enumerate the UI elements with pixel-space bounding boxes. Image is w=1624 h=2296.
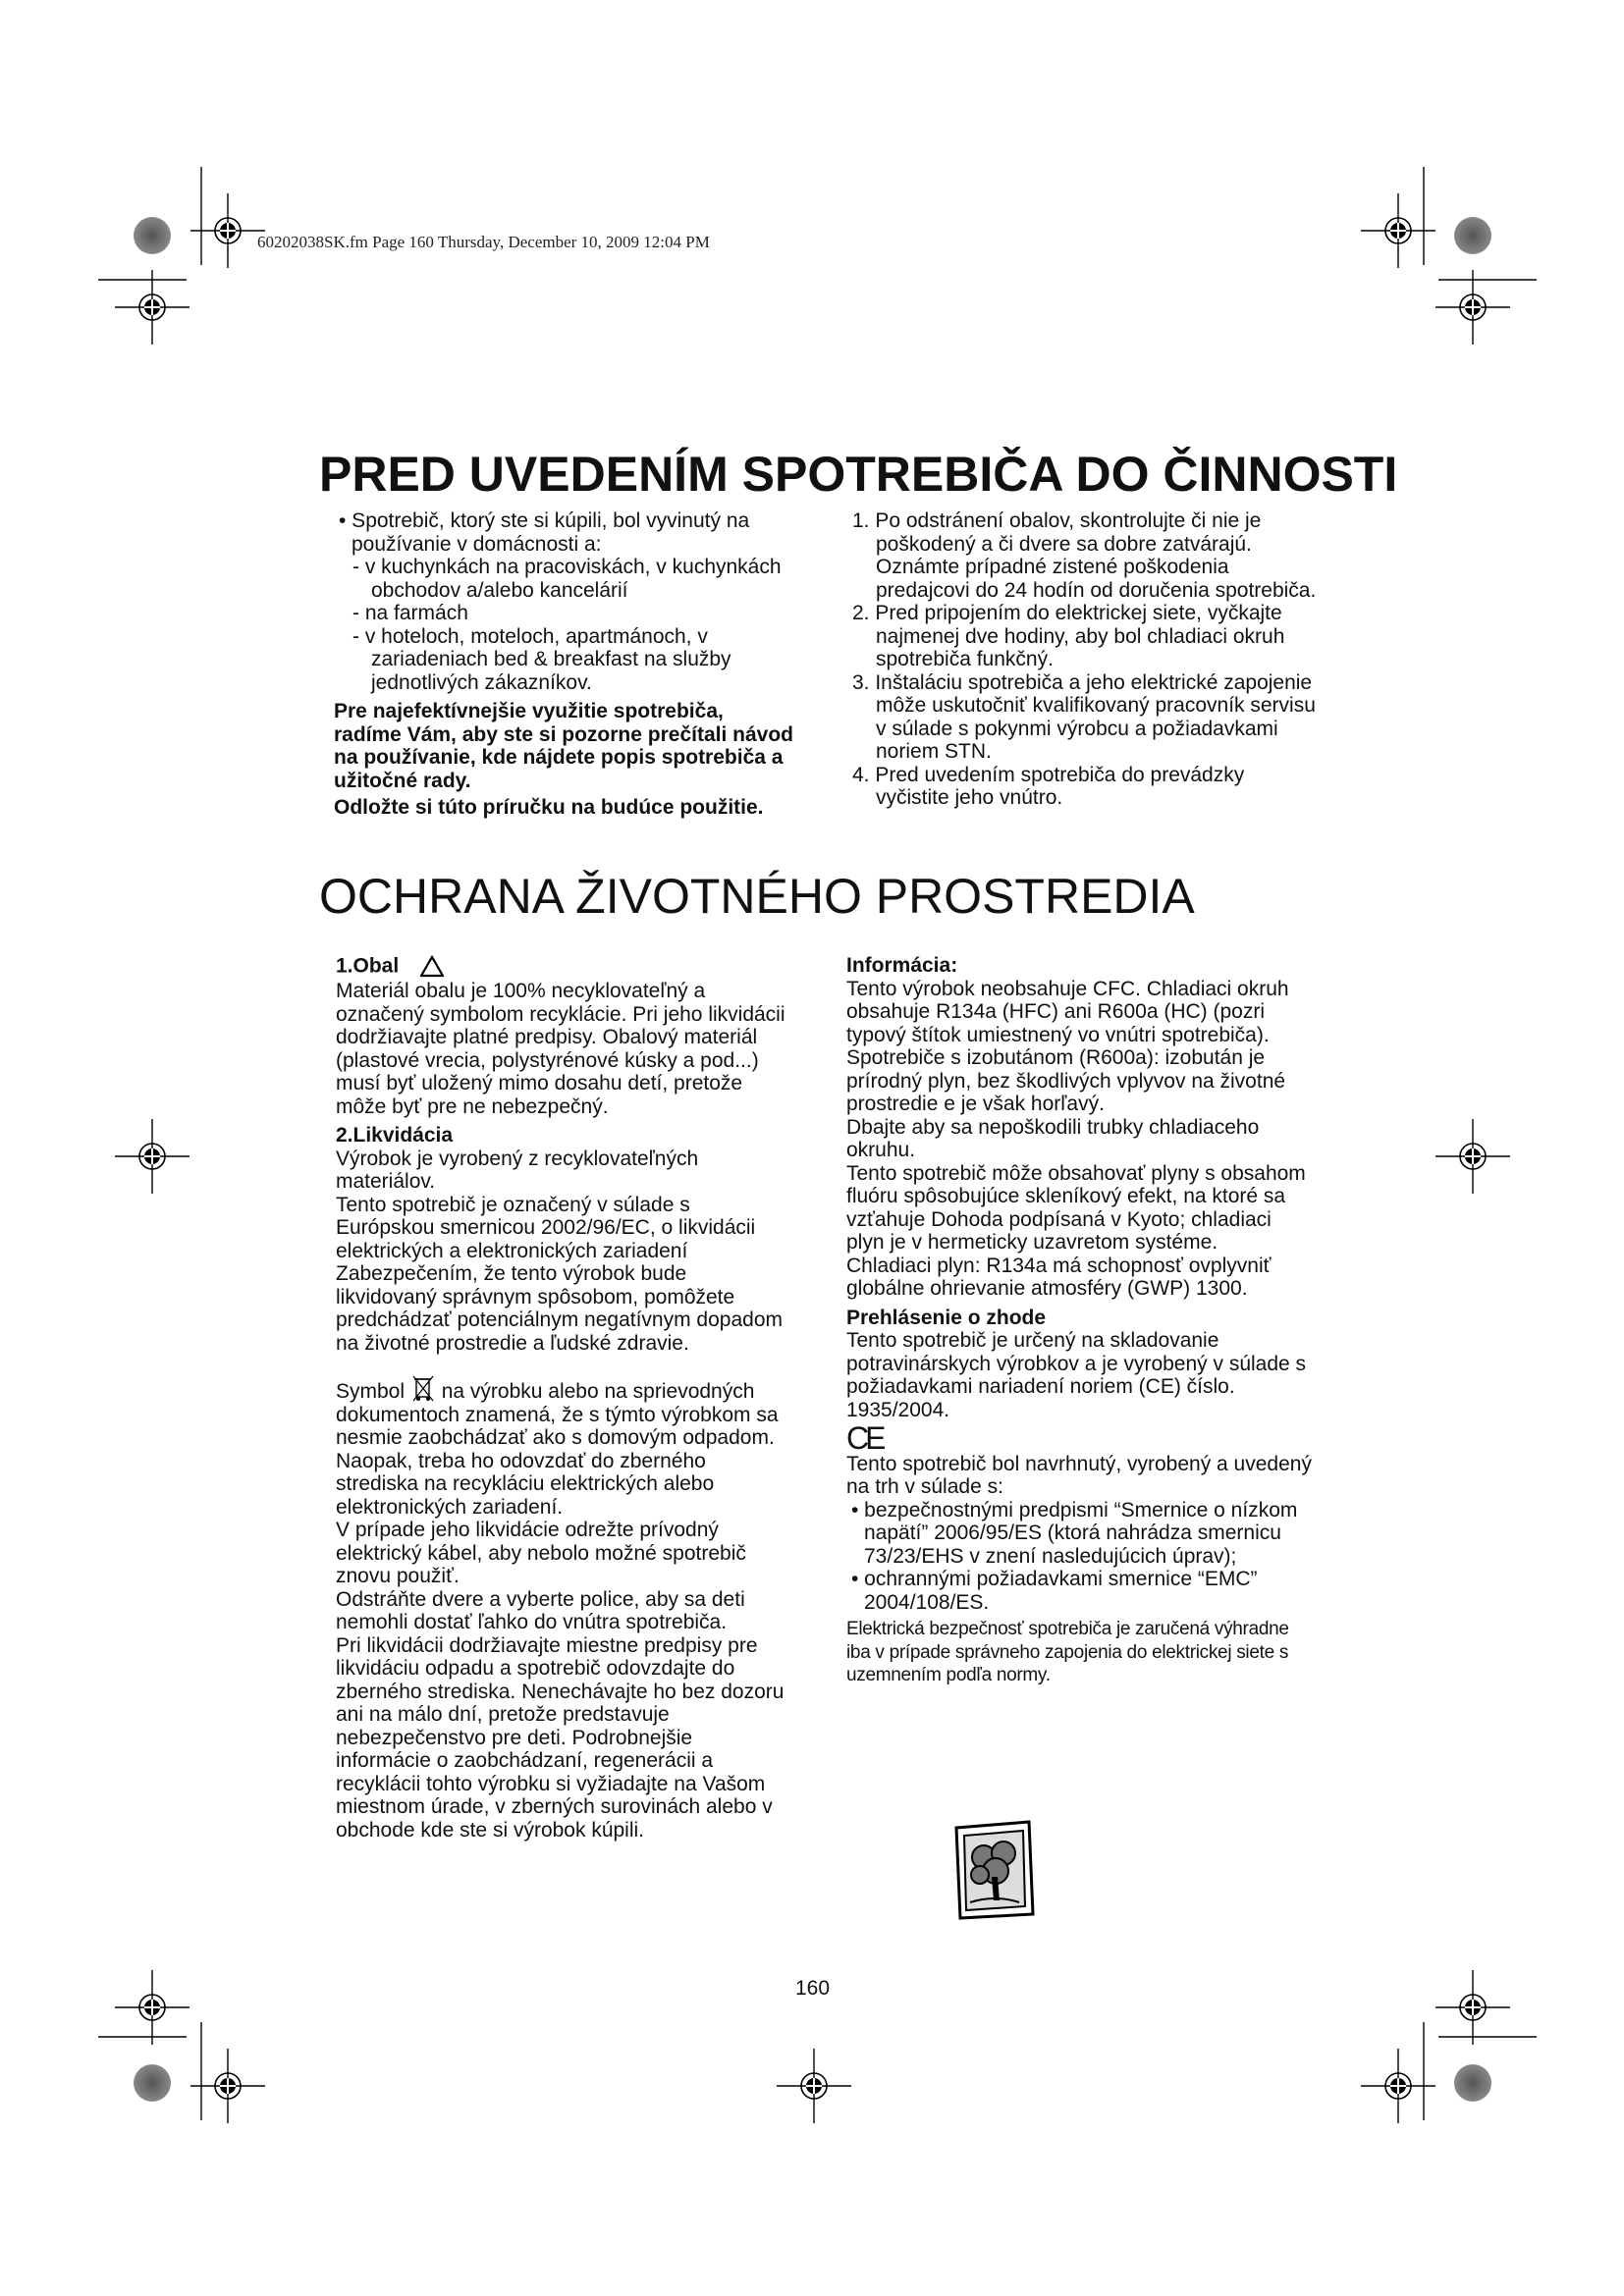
obal-heading: 1.Obal [336,954,400,978]
environment-left-column [336,948,789,1842]
likvidacia-text-4: V prípade jeho likvidácie odrežte prívodný elektrický kábel, aby nebolo možné spotrebič znovu použiť. [336,1519,746,1587]
advice-text: Pre najefektívnejšie využitie spotrebiča, radíme Vám, aby ste si pozorne prečítali návod na používanie, kde nájdete popis spotrebiča a užitočné rady. [334,700,793,792]
before-use-left-column [334,509,795,820]
step-item: 1. Po odstránení obalov, skontrolujte či nie je poškodený a či dvere sa dobre zatvárajú. Oznámte prípadné zistené poškodenia predajcovi do 24 hodín od doručenia spotrebiča. [852,509,1317,602]
symbol-label: Symbol [336,1380,406,1403]
recycle-icon [418,954,446,980]
info-heading: Informácia: [846,954,958,977]
likvidacia-text-5: Odstráňte dvere a vyberte police, aby sa deti nemohli dostať ľahko do vnútra spotrebiča. [336,1587,745,1633]
likvidacia-text-1: Výrobok je vyrobený z recyklovateľných materiálov. [336,1147,699,1193]
info-text-4: Tento spotrebič môže obsahovať plyny s obsahom fluóru spôsobujúce skleníkový efekt, na ktoré sa vzťahuje Dohoda podpísaná v Kyoto; chladiaci plyn je v hermeticky uzavretom systéme. [846,1161,1306,1254]
symbol-text: na výrobku alebo na sprievodných dokumentoch znamená, že s týmto výrobkom sa nesmie zaobchádzať ako s domovým odpadom. [336,1380,779,1449]
file-header: 60202038SK.fm Page 160 Thursday, December 10, 2009 12:04 PM [257,233,710,251]
declaration-text: Tento spotrebič je určený na skladovanie potravinárskych výrobkov a je vyrobený v súlade s požiadavkami nariadení noriem (CE) číslo. 1935/2004. [846,1329,1307,1421]
section-title-environment: OCHRANA ŽIVOTNÉHO PROSTREDIA [319,869,1195,924]
wheelie-bin-icon [412,1374,434,1402]
declaration-heading: Prehlásenie o zhode [846,1306,1047,1329]
info-text-2: Spotrebiče s izobutánom (R600a): izobután je prírodný plyn, bez škodlivých vplyvov na životné prostredie e je však horľavý. [846,1046,1286,1115]
section-title-before-use: PRED UVEDENÍM SPOTREBIČA DO ČINNOSTI [319,447,1398,502]
keep-manual-text: Odložte si túto príručku na budúce použitie. [334,796,764,819]
step-item: 3. Inštaláciu spotrebiča a jeho elektrické zapojenie môže uskutočniť kvalifikovaný pracovník servisu v súlade s pokynmi výrobcu a požiadavkami noriem STN. [852,670,1316,763]
info-text-3: Dbajte aby sa nepoškodili trubky chladiaceho okruhu. [846,1115,1260,1161]
page-number: 160 [795,1977,831,2000]
use-item: - na farmách [352,602,468,624]
likvidacia-text-3: Naopak, treba ho odovzdať do zberného strediska na recykláciu elektrických alebo elektronických zariadení. [336,1449,715,1519]
step-item: 2. Pred pripojením do elektrickej siete, vyčkajte najmenej dve hodiny, aby bol chladiaci okruh spotrebiča funkčný. [852,602,1285,670]
likvidacia-text-6: Pri likvidácii dodržiavajte miestne predpisy pre likvidáciu odpadu a spotrebič odovzdajte do zberného strediska. Nenechávajte ho bez dozoru ani na málo dní, pretože predstavuje nebezpečenstvo pre deti. Podrobnejšie informácie o zaobchádzaní, regenerácii a recyklácii tohto výrobku si vyžiadajte na Vašom miestnom úrade, v zberných surovinách alebo v obchode kde ste si výrobok kúpili. [336,1633,785,1842]
likvidacia-heading: 2.Likvidácia [336,1124,454,1147]
ce-text-2: Elektrická bezpečnosť spotrebiča je zaručená výhradne iba v prípade správneho zapojenia do elektrickej siete s uzemnením podľa normy. [846,1619,1289,1685]
obal-text: Materiál obalu je 100% necyklovateľný a označený symbolom recyklácie. Pri jeho likvidácii dodržiavajte platné predpisy. Obalový materiál (plastové vrecia, polystyrénové kúsky a pod...) musí byť uložený mimo dosahu detí, pretože môže byť pre ne nebezpečný. [336,980,785,1118]
use-item: - v hoteloch, moteloch, apartmánoch, v zariadeniach bed & breakfast na služby jednotlivých zákazníkov. [352,624,731,694]
intended-use-bullet: • Spotrebič, ktorý ste si kúpili, bol vyvinutý na používanie v domácnosti a: [339,509,750,556]
before-use-right-column [852,509,1319,810]
step-item: 4. Pred uvedením spotrebiča do prevádzky vyčistite jeho vnútro. [852,763,1245,809]
tree-environment-icon [950,1816,1037,1924]
ce-bullet-2: • ochrannými požiadavkami smernice “EMC” 2004/108/ES. [851,1568,1258,1614]
ce-text-1: Tento spotrebič bol navrhnutý, vyrobený a uvedený na trh v súlade s: [846,1452,1312,1498]
environment-right-column [846,948,1313,1687]
info-text-1: Tento výrobok neobsahuje CFC. Chladiaci okruh obsahuje R134a (HFC) ani R600a (HC) (pozri typový štítok umiestnený vo vnútri spotrebiča). [846,977,1289,1046]
info-text-5: Chladiaci plyn: R134a má schopnosť ovplyvniť globálne ohrievanie atmosféry (GWP) 1300. [846,1254,1272,1300]
ce-bullet-1: • bezpečnostnými predpismi “Smernice o nízkom napätí” 2006/95/ES (ktorá nahrádza smernicu 73/23/EHS v znení nasledujúcich úprav); [851,1498,1298,1568]
likvidacia-text-2: Tento spotrebič je označený v súlade s Európskou smernicou 2002/96/EC, o likvidácii elektrických a elektronických zariadení Zabezpečením, že tento výrobok bude likvidovaný správnym spôsobom, pomôžete predchádzať potenciálnym negatívnym dopadom na životné prostredie a ľudské zdravie. [336,1193,783,1355]
use-item: - v kuchynkách na pracoviskách, v kuchynkách obchodov a/alebo kancelárií [352,556,782,602]
ce-mark: CE [846,1420,883,1456]
